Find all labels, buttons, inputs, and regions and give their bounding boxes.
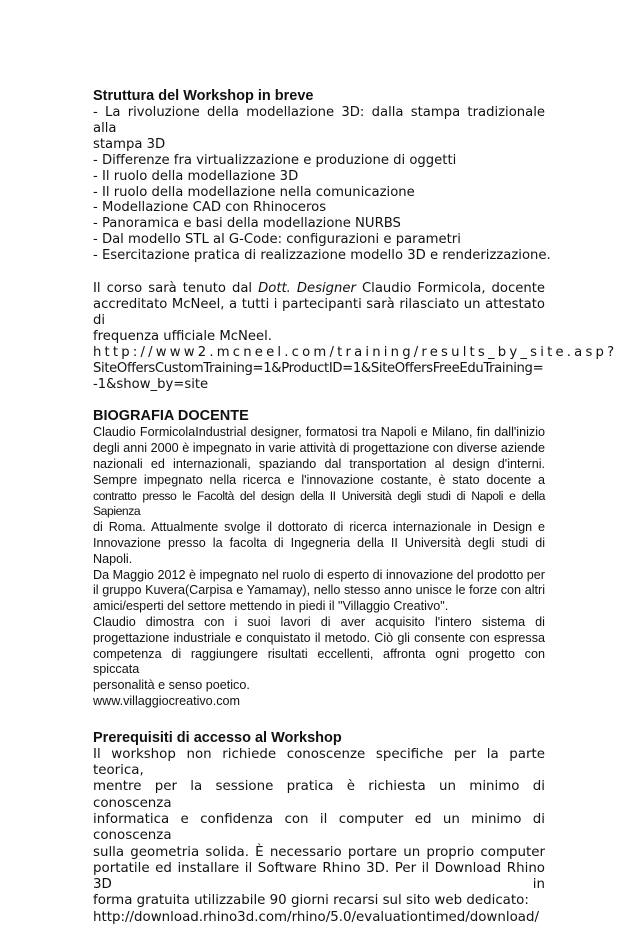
bio-title: BIOGRAFIA DOCENTE [93,408,249,425]
bio-line: degli anni 2000 è impegnato in varie attività di progettazione con diverse aziende [93,441,545,456]
list-item: - Il ruolo della modellazione 3D [93,168,299,184]
bio-line: amici/esperti del settore mettendo in piedi il "Villaggio Creativo". [93,599,449,614]
course-paragraph [93,281,618,392]
bio-line: nazionali ed internazionali, spaziando dal transportation al design d'interni. [93,457,545,471]
rhino-download-link[interactable]: http://download.rhino3d.com/rhino/5.0/evaluationtimed/download/ [93,909,540,925]
prereq-paragraph [93,747,545,926]
bio-line: progettazione industriale e conquistato il metodo. Ciò gli consente con espressa [93,630,545,645]
list-item: - Esercitazione pratica di realizzazione modello 3D e renderizzazione. [93,248,551,264]
bio-paragraph [93,425,545,709]
list-item: - Dal modello STL al G-Code: configurazioni e parametri [93,232,461,248]
list-item: - La rivoluzione della modellazione 3D: dalla stampa tradizionale alla [93,105,545,136]
workshop-title: Struttura del Workshop in breve [93,88,314,104]
list-item: - Differenze fra virtualizzazione e produzione di oggetti [93,152,457,168]
document-page [93,88,618,926]
prereq-line: portatile ed installare il Software Rhino 3D. Per il Download Rhino 3D in [93,860,545,893]
bio-line: Da Maggio 2012 è impegnato nel ruolo di esperto di innovazione del prodotto per [93,567,545,582]
prereq-title: Prerequisiti di accesso al Workshop [93,729,342,746]
prereq-line: Il workshop non richiede conoscenze specifiche per la parte teorica, [93,746,545,779]
bio-line: personalità e senso poetico. [93,678,250,693]
bio-line: Innovazione presso la facolta di Ingegneria della II Università degli studi di Napoli. [93,535,545,566]
bio-line: di Roma. Attualmente svolge il dottorato di ricerca internazionale in Design e [93,520,545,535]
list-item: - Il ruolo della modellazione nella comunicazione [93,184,415,200]
bio-line: contratto presso le Facoltà del design della II Università degli studi di Napoli e della Sapienza [93,488,545,519]
bio-line: Claudio FormicolaIndustrial designer, formatosi tra Napoli e Milano, fin dall'inizio [93,425,545,440]
mcneel-link-line-1[interactable]: http://www2.mcneel.com/training/results_by_site.asp? [93,344,618,360]
prereq-line: mentre per la sessione pratica è richiesta un minimo di conoscenza [93,779,545,811]
course-teacher-title: Dott. Designer [258,281,356,297]
mcneel-link-line-2[interactable]: SiteOffersCustomTraining=1&ProductID=1&SiteOffersFreeEduTraining= [93,360,544,376]
course-line-2: accreditato McNeel, a tutti i partecipanti sarà rilasciato un attestato di [93,296,545,328]
bio-line: competenza di raggiungere risultati eccellenti, affronta ogni progetto con spiccata [93,646,545,677]
course-line-3: frequenza ufficiale McNeel. [93,328,272,344]
prereq-line: sulla geometria solida. È necessario portare un proprio computer [93,844,545,860]
prereq-line: informatica e confidenza con il computer ed un minimo di conoscenza [93,811,545,844]
course-line-1: Il corso sarà tenuto dal Dott. Designer Claudio Formicola, docente [93,281,545,297]
list-item: - Modellazione CAD con Rhinoceros [93,200,327,216]
bio-line: Claudio dimostra con i suoi lavori di aver acquisito l'intero sistema di [93,614,545,629]
prereq-line: forma gratuita utilizzabile 90 giorni recarsi sul sito web dedicato: [93,893,529,909]
mcneel-link-line-3[interactable]: -1&show_by=site [93,376,209,392]
bio-line: il gruppo Kuvera(Carpisa e Yamamay), nello stesso anno unisce le forze con altri [93,583,545,598]
villaggio-link[interactable]: www.villaggiocreativo.com [93,693,240,708]
list-item: - Panoramica e basi della modellazione NURBS [93,216,401,232]
bio-line: Sempre impegnato nella ricerca e l'innovazione costante, è stato docente a [93,472,545,487]
list-item: stampa 3D [93,136,166,152]
workshop-list [93,105,551,264]
